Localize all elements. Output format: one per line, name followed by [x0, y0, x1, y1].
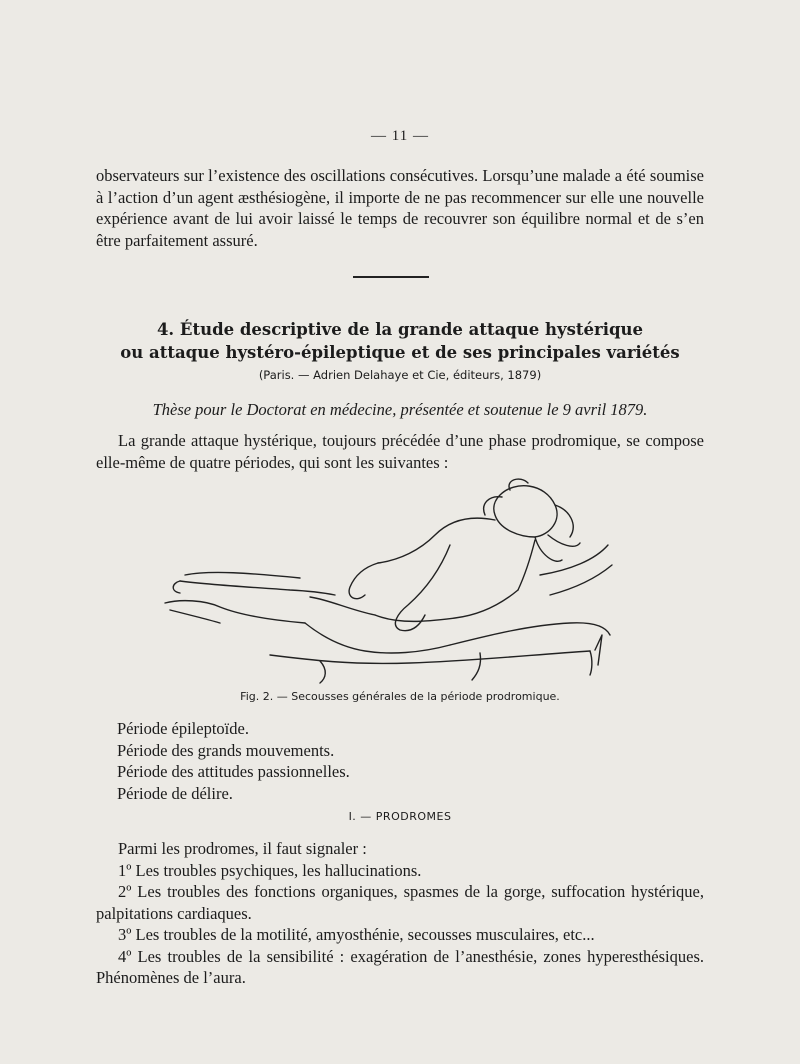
publication-note: (Paris. — Adrien Delahaye et Cie, éditeurs, 1879): [258, 368, 542, 382]
prodrome-item: 1º Les troubles psychiques, les hallucinations.: [118, 860, 422, 880]
prodromes-intro: Parmi les prodromes, il faut signaler :: [118, 839, 367, 858]
period-item: Période épileptoïde.: [117, 719, 249, 738]
section-title: [96, 318, 704, 364]
period-item: Période des grands mouvements.: [117, 740, 335, 760]
section-divider: [353, 276, 429, 278]
figure-illustration: [150, 475, 630, 685]
period-item: Période de délire.: [117, 783, 233, 803]
prodromes-body: [96, 838, 704, 989]
period-item: Période des attitudes passionnelles.: [117, 762, 350, 781]
figure-caption: Fig. 2. — Secousses générales de la période prodromique.: [240, 690, 560, 703]
periods-list: [117, 718, 697, 804]
subsection-title: I. — PRODROMES: [348, 810, 452, 823]
prodrome-item: 2º Les troubles des fonctions organiques, spasmes de la gorge, suffocation hystérique, palpitations cardiaques.: [96, 882, 704, 923]
intro-paragraph: observateurs sur l’existence des oscillations consécutives. Lorsqu’une malade a été soumise à l’action d’un agent æsthésiogène, il importe de ne pas recommencer sur elle une nouvelle expérience avant de lui avoir laissé le temps de recouvrer son équilibre normal et de s’en être parfaitement assuré.: [96, 166, 704, 250]
section-title-line-2: ou attaque hystéro-épileptique et de ses principales variétés: [120, 343, 680, 362]
intro-attack-paragraph: La grande attaque hystérique, toujours précédée d’une phase prodromique, se compose elle-même de quatre périodes, qui sont les suivantes :: [96, 431, 704, 472]
prodrome-item: 4º Les troubles de la sensibilité : exagération de l’anesthésie, zones hyperesthésiques. Phénomènes de l’aura.: [96, 946, 704, 987]
page-number: — 11 —: [371, 128, 429, 144]
thesis-note: Thèse pour le Doctorat en médecine, présentée et soutenue le 9 avril 1879.: [152, 400, 648, 419]
prodrome-item: 3º Les troubles de la motilité, amyosthénie, secousses musculaires, etc...: [118, 925, 595, 944]
section-title-line-1: 4. Étude descriptive de la grande attaque hystérique: [156, 320, 644, 339]
